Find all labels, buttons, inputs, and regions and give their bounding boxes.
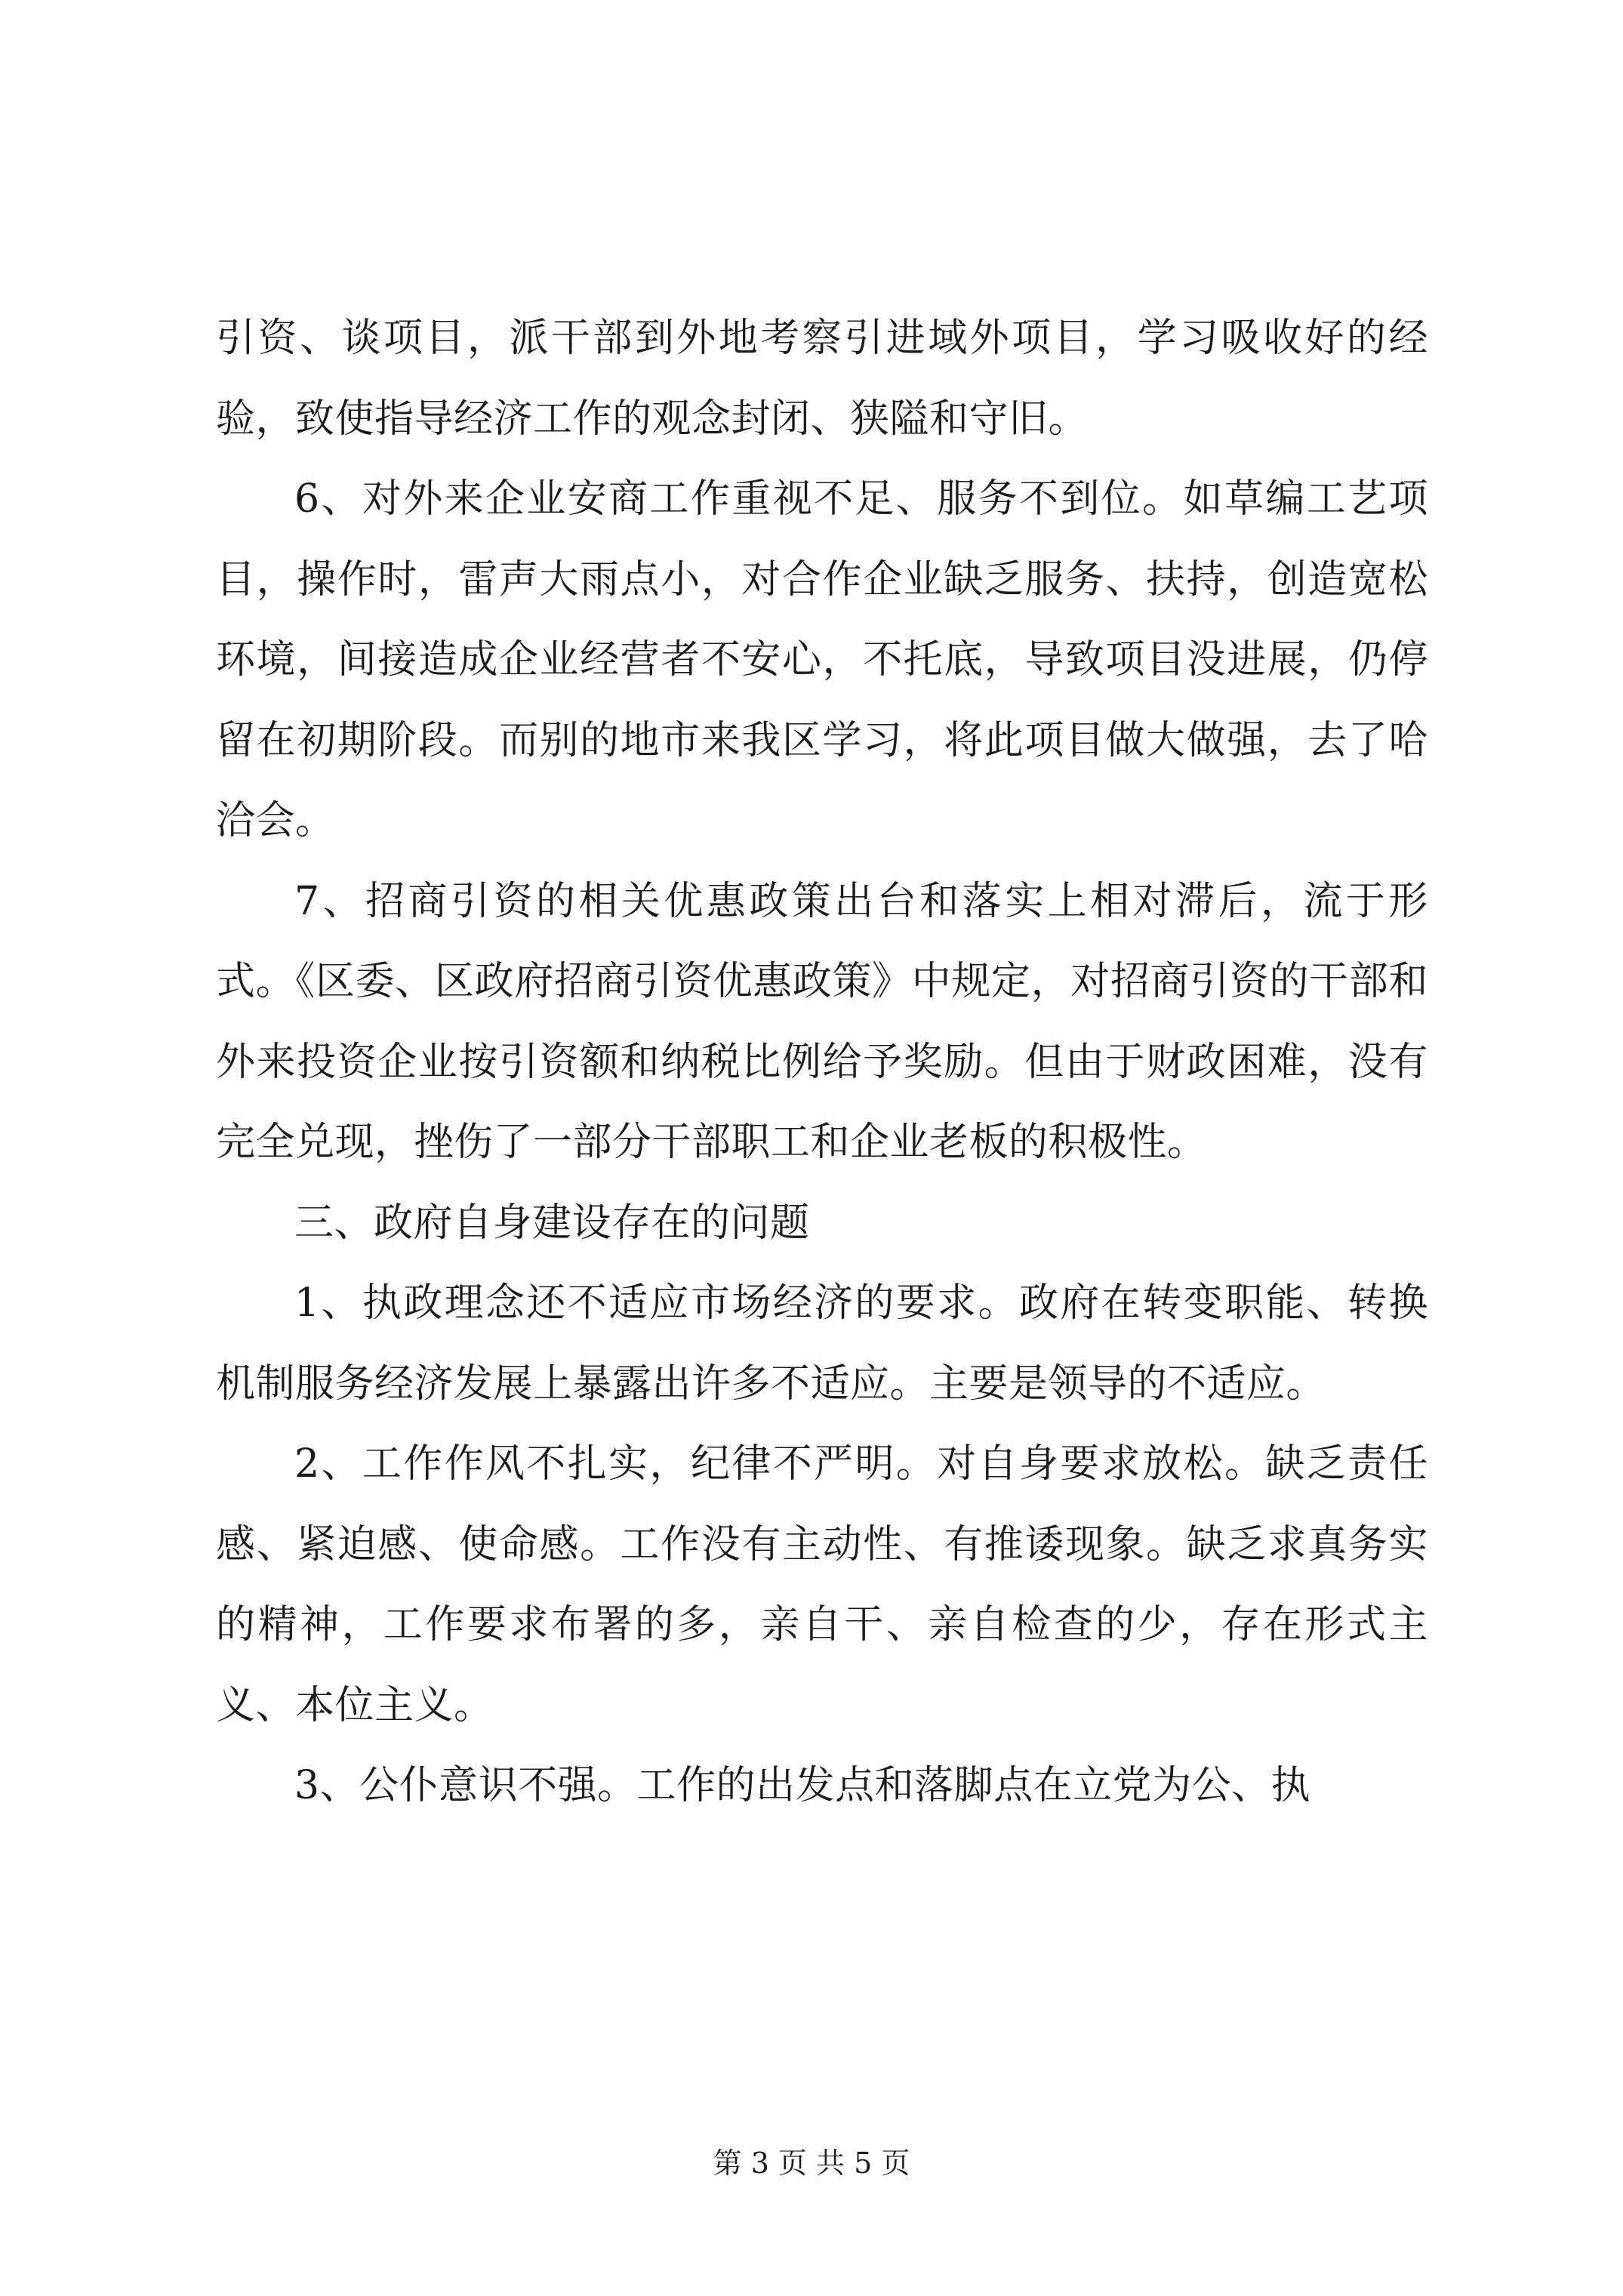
paragraph-continuation: 引资、谈项目，派干部到外地考察引进域外项目，学习吸收好的经验，致使指导经济工作的观念封闭、狭隘和守旧。 xyxy=(216,316,1428,442)
section-heading-3: 三、政府自身建设存在的问题 xyxy=(294,1200,810,1246)
page-number-footer: 第 3 页 共 5 页 xyxy=(713,2147,910,2180)
document-body xyxy=(216,298,1428,1826)
paragraph-sub-item-2: 2、工作作风不扎实，纪律不严明。对自身要求放松。缺乏责任感、紧迫感、使命感。工作没有主动性、有推诿现象。缺乏求真务实的精神，工作要求布署的多，亲自干、亲自检查的少，存在形式主义、本位主义。 xyxy=(216,1441,1428,1728)
paragraph-item-6: 6、对外来企业安商工作重视不足、服务不到位。如草编工艺项目，操作时，雷声大雨点小，对合作企业缺乏服务、扶持，创造宽松环境，间接造成企业经营者不安心，不托底，导致项目没进展，仍停留在初期阶段。而别的地市来我区学习，将此项目做大做强，去了哈洽会。 xyxy=(216,476,1428,843)
paragraph-sub-item-3: 3、公仆意识不强。工作的出发点和落脚点在立党为公、执 xyxy=(294,1763,1311,1808)
paragraph-item-7: 7、招商引资的相关优惠政策出台和落实上相对滞后，流于形式。《区委、区政府招商引资优惠政策》中规定，对招商引资的干部和外来投资企业按引资额和纳税比例给予奖励。但由于财政困难，没有完全兑现，挫伤了一部分干部职工和企业老板的积极性。 xyxy=(216,878,1428,1165)
paragraph-sub-item-1: 1、执政理念还不适应市场经济的要求。政府在转变职能、转换机制服务经济发展上暴露出许多不适应。主要是领导的不适应。 xyxy=(216,1281,1428,1407)
